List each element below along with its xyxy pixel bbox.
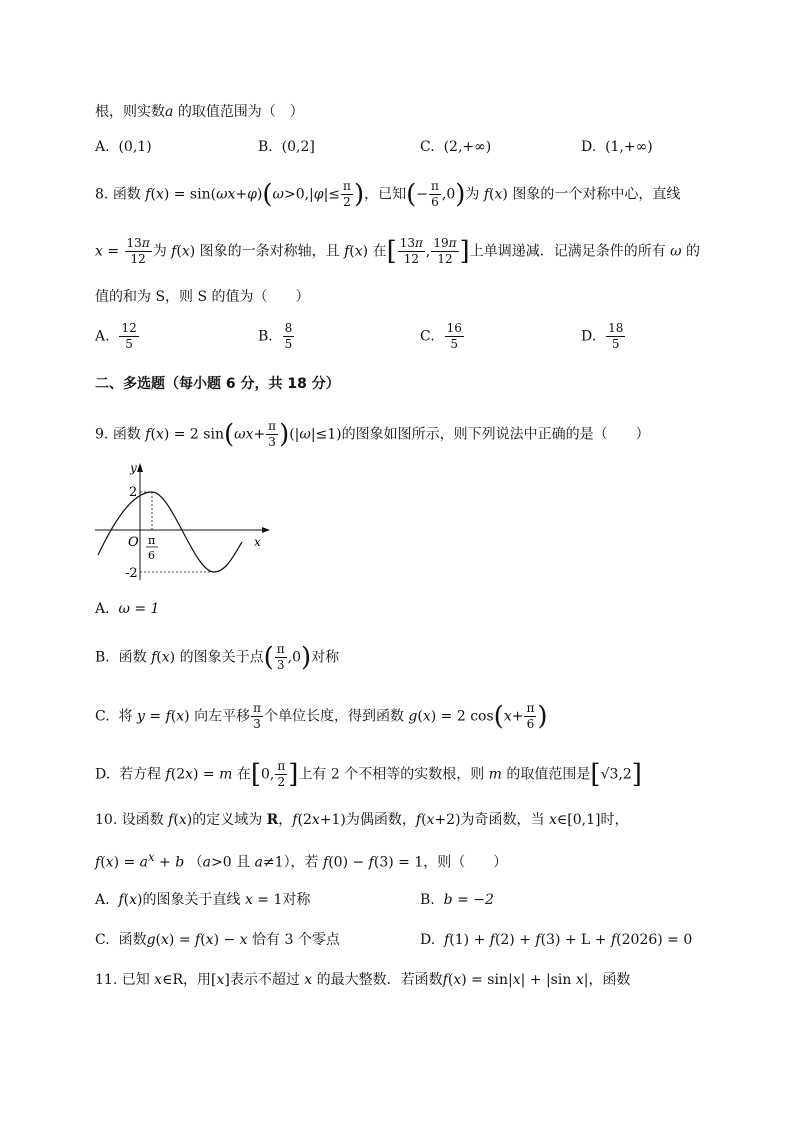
q8-option-b[interactable]: B. $\frac{8}{5}$: [258, 321, 293, 352]
q7-option-c[interactable]: C. (2,+∞): [420, 139, 492, 155]
q7-option-a[interactable]: A. (0,1): [95, 139, 152, 155]
q9-option-d[interactable]: D. 若方程 f(2x) = m 在[0, $\frac{\pi}{2}$ ]上有 2 个不相等的实数根，则 m 的取值范围是[√3,2]: [95, 759, 642, 790]
q7-option-d[interactable]: D. (1,+∞): [581, 139, 653, 155]
q11-stem: 11. 已知 x∈R，用[x]表示不超过 x 的最大整数．若函数f(x) = sin|x| + |sin x|，函数: [95, 972, 631, 988]
q9-option-b[interactable]: B. 函数 f(x) 的图象关于点( $\frac{\pi}{3}$ ,0)对称: [95, 642, 340, 673]
q8-option-a[interactable]: A. $\frac{12}{5}$: [95, 321, 137, 352]
q10-line-2: $f(x) = a^x + b$ （a>0 且 a≠1），若 f(0) − f(3) = 1，则（ ）: [95, 850, 508, 871]
q10-option-c[interactable]: C. 函数g(x) = f(x) − x 恰有 3 个零点: [95, 932, 340, 948]
q10-line-1: 10. 设函数 f(x)的定义域为 R，f(2x+1)为偶函数，f(x+2)为奇函数，当 x∈[0,1]时，: [95, 812, 629, 828]
origin-label: O: [128, 535, 139, 550]
y-axis-arrow-icon: [137, 463, 143, 472]
q9-option-a[interactable]: A. ω = 1: [95, 601, 160, 617]
q9-sine-graph: [90, 460, 270, 585]
q8-line-1: 8. 函数 f(x) = sin(ωx+φ)(ω>0,|φ|≤ $\frac{\pi}{2}$ )，已知(− $\frac{\pi}{6}$ ,0)为 f(x) 图象的一个对称中心，直线: [95, 179, 681, 210]
x-tick-numerator: π: [148, 534, 156, 547]
sine-curve: [98, 492, 242, 572]
q9-stem: 9. 函数 f(x) = 2 sin(ωx+ $\frac{\pi}{3}$ )(|ω|≤1)的图象如图所示，则下列说法中正确的是（ ）: [95, 419, 650, 450]
section-heading-multiple-choice: 二、多选题（每小题 6 分，共 18 分）: [95, 376, 340, 392]
x-tick-denominator: 6: [148, 549, 155, 562]
x-axis-label: x: [254, 535, 261, 549]
q8-line-2: x = $\frac{13\pi}{12}$ 为 f(x) 图象的一条对称轴，且 f(x) 在[ $\frac{13\pi}{12}$ , $\frac{19\pi}{12}$ ]上单调递减．记满足条件的所有 ω 的: [95, 236, 701, 267]
q10-option-b[interactable]: B. b = −2: [420, 892, 494, 908]
q7-tail-line: 根，则实数a 的取值范围为（ ）: [95, 104, 304, 120]
y-max-label: 2: [129, 485, 138, 500]
q9-option-c[interactable]: C. 将 y = f(x) 向左平移 $\frac{\pi}{3}$ 个单位长度，得到函数 g(x) = 2 cos(x+ $\frac{\pi}{6}$ ): [95, 701, 548, 732]
y-min-label: -2: [125, 566, 138, 581]
q7-option-b[interactable]: B. (0,2]: [258, 139, 315, 155]
q10-option-a[interactable]: A. f(x)的图象关于直线 x = 1对称: [95, 892, 311, 908]
q8-line-3: 值的和为 S，则 S 的值为（ ）: [95, 289, 310, 305]
q8-option-c[interactable]: C. $\frac{16}{5}$: [420, 321, 462, 352]
y-axis-label: y: [130, 461, 137, 475]
q8-option-d[interactable]: D. $\frac{18}{5}$: [581, 321, 624, 352]
q10-option-d[interactable]: D. f(1) + f(2) + f(3) + L + f(2026) = 0: [420, 932, 693, 948]
x-axis-arrow-icon: [262, 527, 270, 533]
